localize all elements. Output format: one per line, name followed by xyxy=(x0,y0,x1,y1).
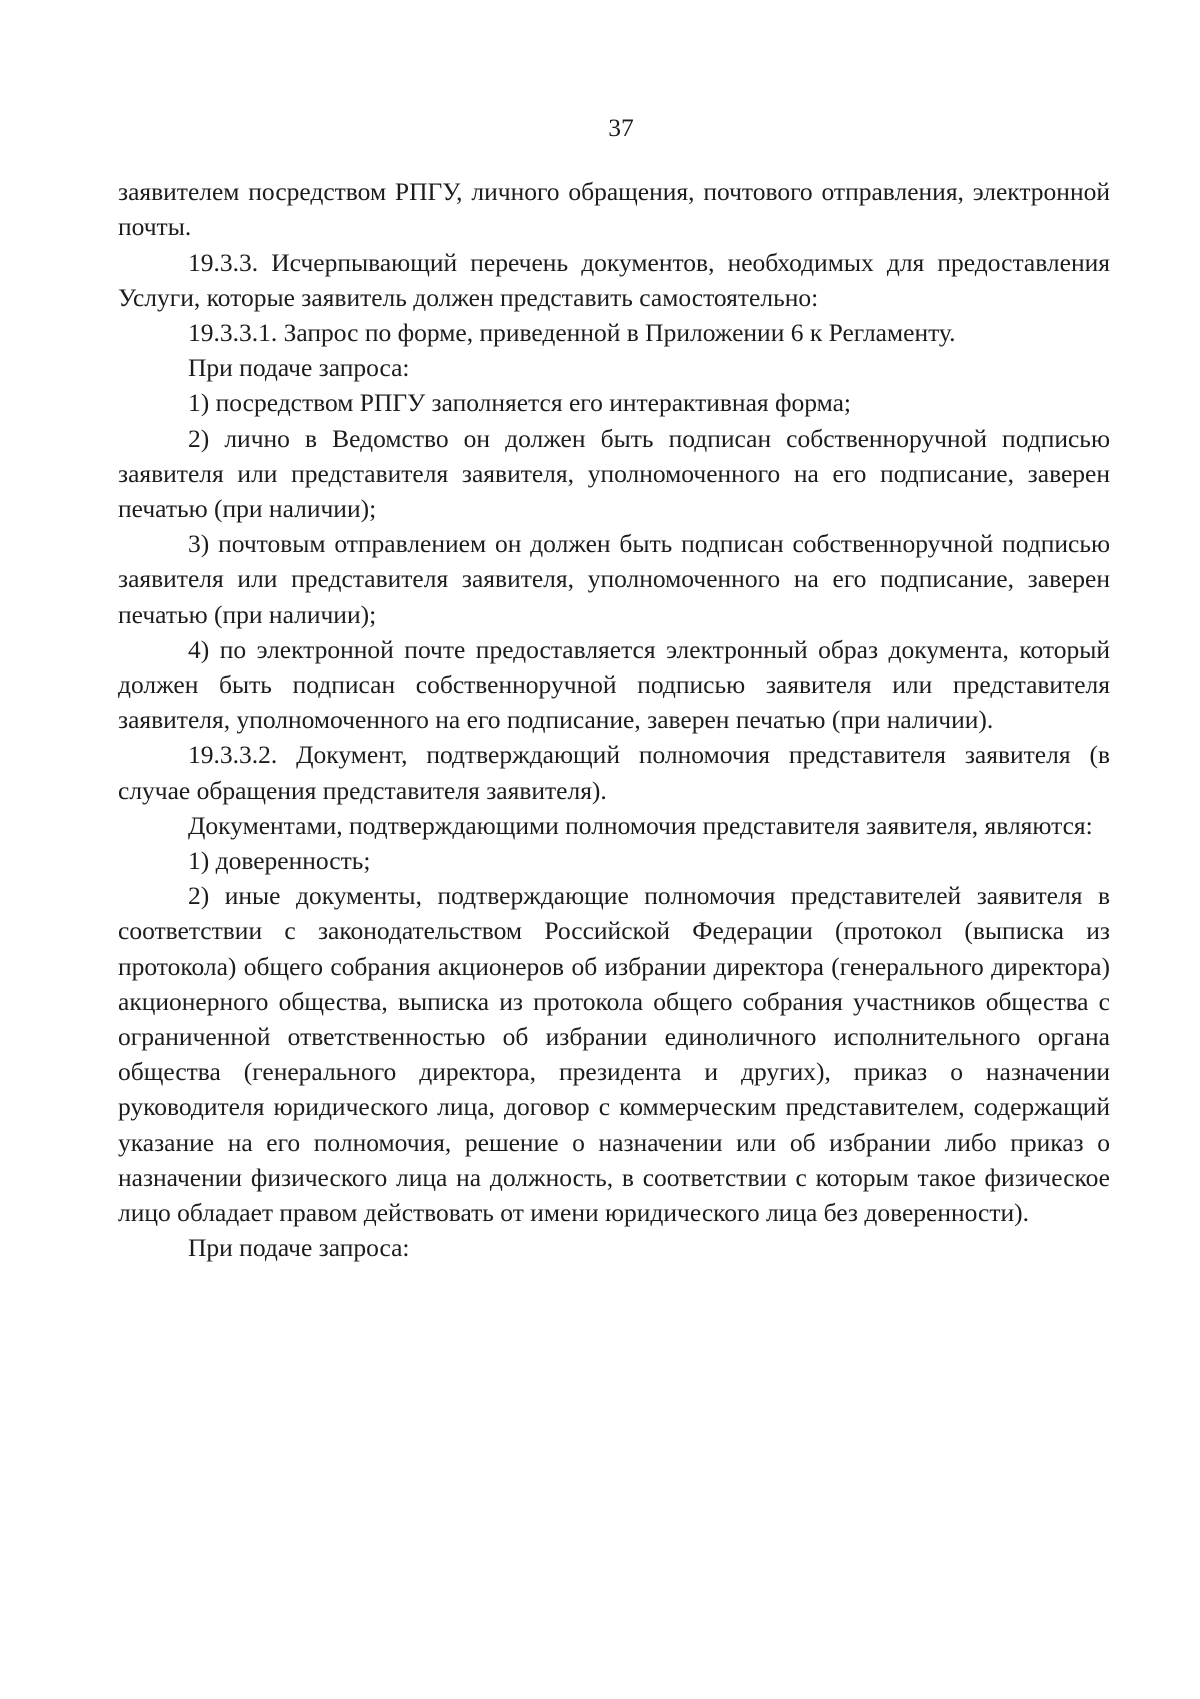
paragraph: 19.3.3. Исчерпывающий перечень документов, необходимых для предоставления Услуги, которые заявитель должен представить самостоятельно: xyxy=(118,247,1110,312)
paragraph: 2) лично в Ведомство он должен быть подписан собственноручной подписью заявителя или представителя заявителя, уполномоченного на его подписание, заверен печатью (при наличии); xyxy=(118,423,1110,524)
paragraph: При подаче запроса: xyxy=(188,353,410,383)
paragraph: 19.3.3.2. Документ, подтверждающий полномочия представителя заявителя (в случае обращения представителя заявителя). xyxy=(118,740,1110,805)
paragraph: Документами, подтверждающими полномочия представителя заявителя, являются: xyxy=(188,810,1093,840)
paragraph: При подаче запроса: xyxy=(188,1233,410,1263)
paragraph: 4) по электронной почте предоставляется электронный образ документа, который должен быть подписан собственноручной подписью заявителя или представителя заявителя, уполномоченного на его подписание, заверен печатью (при наличии). xyxy=(118,634,1110,735)
paragraph: заявителем посредством РПГУ, личного обращения, почтового отправления, электронной почты. xyxy=(118,177,1110,242)
paragraph: 1) посредством РПГУ заполняется его интерактивная форма; xyxy=(188,388,851,418)
paragraph: 19.3.3.1. Запрос по форме, приведенной в Приложении 6 к Регламенту. xyxy=(188,318,956,348)
paragraph: 1) доверенность; xyxy=(188,846,371,876)
paragraph: 3) почтовым отправлением он должен быть подписан собственноручной подписью заявителя или представителя заявителя, уполномоченного на его подписание, заверен печатью (при наличии); xyxy=(118,529,1110,629)
document-body xyxy=(118,174,1110,1265)
page-number: 37 xyxy=(608,113,634,142)
document-page xyxy=(118,110,1110,1266)
paragraph: 2) иные документы, подтверждающие полномочия представителей заявителя в соответствии с законодательством Российской Федерации (протокол (выписка из протокола) общего собрания акционеров об избрании директора (генерального директора) акционерного общества, выписка из протокола общего собрания участников общества с ограниченной ответственностью об избрании единоличного исполнительного органа общества (генерального директора, президента и других), приказ о назначении руководителя юридического лица, договор с коммерческим представителем, содержащий указание на его полномочия, решение о назначении или об избрании либо приказ о назначении физического лица на должность, в соответствии с которым такое физическое лицо обладает правом действовать от имени юридического лица без доверенности). xyxy=(118,881,1110,1228)
